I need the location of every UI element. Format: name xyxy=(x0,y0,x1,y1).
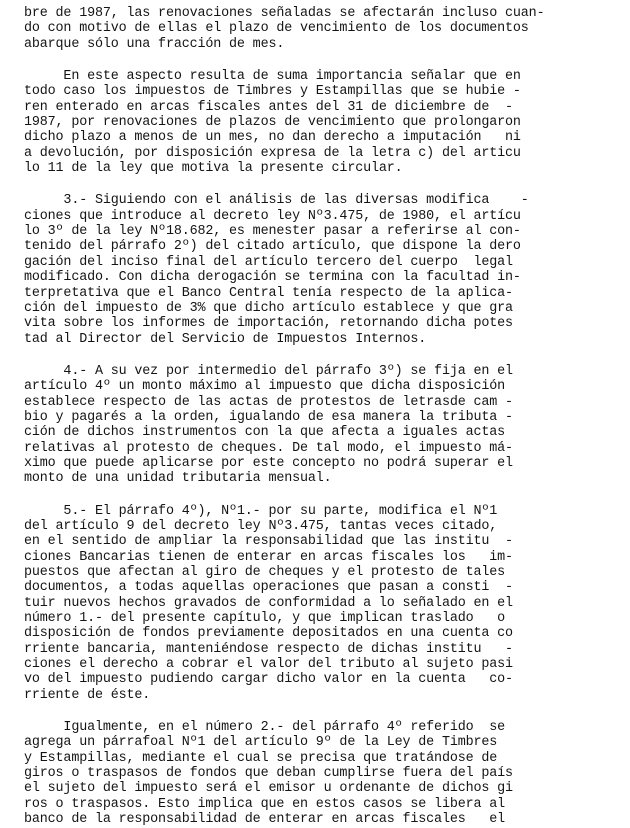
text-line: do con motivo de ellas el plazo de vencimiento de los documentos xyxy=(24,21,529,37)
text-line: todo caso los impuestos de Timbres y Estampillas que se hubie - xyxy=(24,84,521,100)
text-line: ciones que introduce al decreto ley Nº3.475, de 1980, el artícu xyxy=(24,208,521,224)
text-line: giros o traspasos de fondos que deban cumplirse fuera del país xyxy=(24,766,513,782)
text-line: el sujeto del impuesto será el emisor u ordenante de dichos gi xyxy=(24,781,513,797)
text-line: del artículo 9 del decreto ley Nº3.475, tantas veces citado, xyxy=(24,518,498,534)
text-line: tuir nuevos hechos gravados de conformidad a lo señalado en el xyxy=(24,595,513,611)
text-line: monto de una unidad tributaria mensual. xyxy=(24,471,332,487)
text-line: bio y pagarés a la orden, igualando de esa manera la tributa - xyxy=(24,409,513,425)
paragraph-igualmente xyxy=(24,720,612,827)
text-line: vita sobre los informes de importación, retornando dicha potes xyxy=(24,316,513,332)
text-line: en el sentido de ampliar la responsabilidad que las institu - xyxy=(24,534,513,550)
paragraph-section-4 xyxy=(24,364,612,487)
text-line: establece respecto de las actas de protestos de letrasde cam - xyxy=(24,394,513,410)
text-line: ciones Bancarias tienen de enterar en arcas fiscales los im- xyxy=(24,549,513,565)
text-line: gación del inciso final del artículo tercero del cuerpo legal xyxy=(24,254,513,270)
text-line: En este aspecto resulta de suma importancia señalar que en xyxy=(24,69,521,85)
text-line: y Estampillas, mediante el cual se precisa que tratándose de xyxy=(24,750,498,766)
text-line: puestos que afectan al giro de cheques y el protesto de tales xyxy=(24,565,506,580)
text-line: lo 11 de la ley que motiva la presente circular. xyxy=(24,161,403,177)
paragraph-section-3 xyxy=(24,193,612,346)
text-line: 4.- A su vez por intermedio del párrafo 3º) se fija en el xyxy=(24,363,513,379)
text-line: lo 3º de la ley Nº18.682, es menester pasar a referirse al con- xyxy=(24,224,521,240)
text-line: a devolución, por disposición expresa de la letra c) del articu xyxy=(24,145,521,161)
text-line: dicho plazo a menos de un mes, no dan derecho a imputación ni xyxy=(24,130,521,146)
text-line: agrega un párrafoal Nº1 del artículo 9º de la Ley de Timbres xyxy=(24,735,498,751)
text-line: ción del impuesto de 3% que dicho artículo establece y que gra xyxy=(24,300,513,316)
paragraph-section-5 xyxy=(24,504,612,703)
paragraph-timbres-estampillas xyxy=(24,69,612,176)
text-line: tad al Director del Servicio de Impuestos Internos. xyxy=(24,331,427,347)
text-line: banco de la responsabilidad de enterar en arcas fiscales el xyxy=(24,812,506,828)
text-line: terpretativa que el Banco Central tenía respecto de la aplica- xyxy=(24,285,513,301)
text-line: ros o traspasos. Esto implica que en estos casos se libera al xyxy=(24,796,506,812)
text-line: 5.- El párrafo 4º), Nº1.- por su parte, modifica el Nº1 xyxy=(24,503,498,519)
paragraph-continuation xyxy=(24,6,612,52)
text-line: ximo que puede aplicarse por este concepto no podrá superar el xyxy=(24,455,513,471)
text-line: modificado. Con dicha derogación se termina con la facultad in- xyxy=(24,270,521,286)
text-line: 3.- Siguiendo con el análisis de las diversas modifica - xyxy=(24,193,529,209)
text-line: artículo 4º un monto máximo al impuesto que dicha disposición xyxy=(24,379,506,395)
text-line: abarque sólo una fracción de mes. xyxy=(24,36,285,52)
text-line: rriente bancaria, manteniéndose respecto de dichas institu - xyxy=(24,641,513,657)
text-line: bre de 1987, las renovaciones señaladas se afectarán incluso cuan- xyxy=(24,6,545,21)
text-line: 1987, por renovaciones de plazos de vencimiento que prolongaron xyxy=(24,115,521,131)
text-line: ren enterado en arcas fiscales antes del 31 de diciembre de - xyxy=(24,99,513,115)
text-line: relativas al protesto de cheques. De tal modo, el impuesto má- xyxy=(24,440,513,456)
text-line: disposición de fondos previamente depositados en una cuenta co xyxy=(24,626,513,642)
text-line: documentos, a todas aquellas operaciones que pasan a consti - xyxy=(24,580,513,596)
text-line: tenido del párrafo 2º) del citado artículo, que dispone la dero xyxy=(24,239,521,255)
text-line: ciones el derecho a cobrar el valor del tributo al sujeto pasi xyxy=(24,657,513,673)
text-line: rriente de éste. xyxy=(24,687,151,703)
text-line: vo del impuesto pudiendo cargar dicho valor en la cuenta co- xyxy=(24,672,513,688)
text-line: número 1.- del presente capítulo, y que implican traslado o xyxy=(24,611,506,627)
text-line: ción de dichos instrumentos con la que afecta a iguales actas xyxy=(24,425,506,441)
text-line: Igualmente, en el número 2.- del párrafo 4º referido se xyxy=(24,720,506,736)
